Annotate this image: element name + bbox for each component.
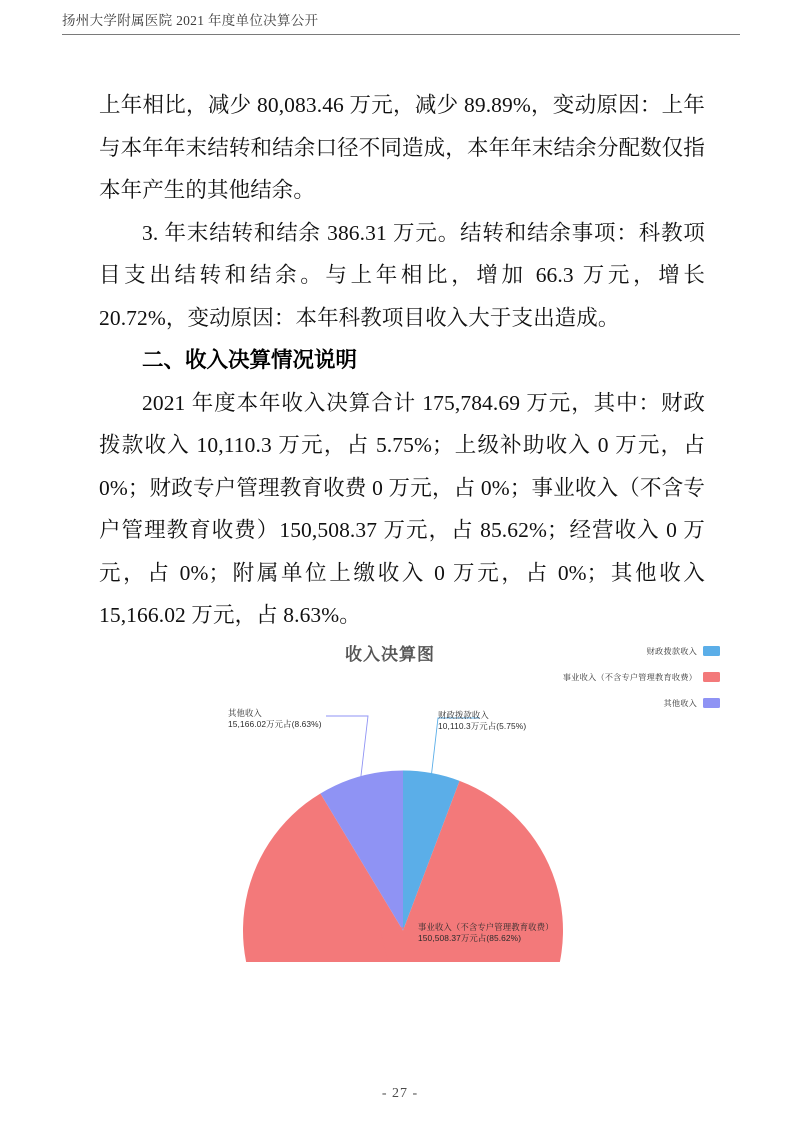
income-pie-chart-figure xyxy=(180,632,720,962)
paragraph-carryover-decrease: 上年相比，减少 80,083.46 万元，减少 89.89%，变动原因：上年与本年年末结转和结余口径不同造成，本年年末结余分配数仅指本年产生的其他结余。 xyxy=(99,93,705,202)
callout-career-income xyxy=(418,922,554,944)
section-heading-income: 二、收入决算情况说明 xyxy=(142,348,358,372)
chart-title: 收入决算图 xyxy=(345,645,435,664)
page-footer: - 27 - xyxy=(381,1086,419,1101)
document-body xyxy=(99,84,705,637)
header-title: 扬州大学附属医院 2021 年度单位决算公开 xyxy=(62,13,319,28)
callout-other-income xyxy=(228,708,322,730)
pie-plot-area xyxy=(180,632,720,962)
legend-label-career: 事业收入（不含专户管理教育收费） xyxy=(562,672,697,682)
paragraph-income-breakdown: 2021 年度本年收入决算合计 175,784.69 万元，其中：财政拨款收入 10,110.3 万元，占 5.75%；上级补助收入 0 万元，占 0%；财政专户管理教育收费 0 万元，占 0%；事业收入（不含专户管理教育收费）150,508.37 万元，占 85.62%；经营收入 0 万元，占 0%；附属单位上缴收入 0 万元，占 0%；其他收入 15,166.02 万元，占 8.63%。 xyxy=(99,390,705,627)
legend-label-other: 其他收入 xyxy=(663,698,697,708)
legend-label-fiscal: 财政拨款收入 xyxy=(646,646,697,656)
header-divider xyxy=(62,34,740,35)
callout-fiscal-appropriation-value: 10,110.3万元占(5.75%) xyxy=(438,721,527,731)
callout-career-income-name: 事业收入（不含专户管理教育收费） xyxy=(418,922,554,932)
page-header xyxy=(62,12,740,38)
callout-other-income-value: 15,166.02万元占(8.63%) xyxy=(228,719,322,729)
pie-leader-line xyxy=(326,716,368,778)
paragraph-year-end-carryover: 3. 年末结转和结余 386.31 万元。结转和结余事项：科教项目支出结转和结余。与上年相比，增加 66.3 万元，增长 20.72%，变动原因：本年科教项目收入大于支出造成。 xyxy=(99,220,705,330)
callout-fiscal-appropriation xyxy=(438,710,526,732)
callout-other-income-name: 其他收入 xyxy=(228,708,262,718)
pie-chart-svg xyxy=(180,632,720,962)
callout-fiscal-appropriation-name: 财政拨款收入 xyxy=(438,710,489,720)
callout-career-income-value: 150,508.37万元占(85.62%) xyxy=(418,933,522,943)
